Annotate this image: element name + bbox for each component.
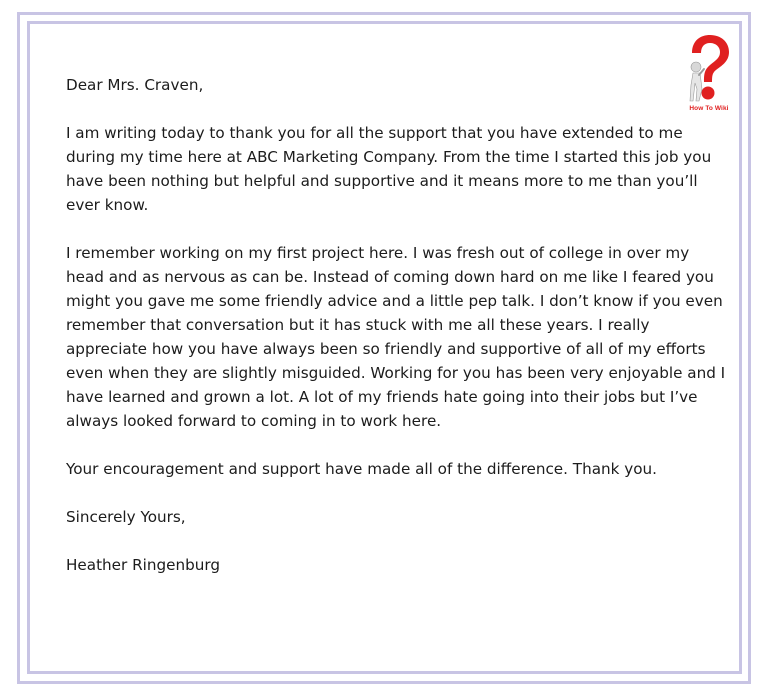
letter-body [66,73,726,601]
signature: Heather Ringenburg [66,556,220,574]
letter-paragraph: Your encouragement and support have made all of the difference. Thank you. [66,460,657,478]
closing: Sincerely Yours, [66,508,186,526]
logo-caption: How To Wiki [689,105,729,112]
letter-paragraph: I remember working on my first project here. I was fresh out of college in over my head and as nervous as can be. Instead of coming down hard on me like I feared you might you gave me some friendly advice and a little pep talk. I don’t know if you even remember that conversation but it has stuck with me all these years. I really appreciate how you have always been so friendly and supportive of all of my efforts even when they are slightly misguided. Working for you has been very enjoyable and I have learned and grown a lot. A lot of my friends hate going into their jobs but I’ve always looked forward to coming in to work here. [66,244,726,430]
salutation: Dear Mrs. Craven, [66,76,204,94]
letter-paragraph: I am writing today to thank you for all the support that you have extended to me during my time here at ABC Marketing Company. From the time I started this job you have been nothing but helpful and supportive and it means more to me than you’ll ever know. [66,124,712,214]
